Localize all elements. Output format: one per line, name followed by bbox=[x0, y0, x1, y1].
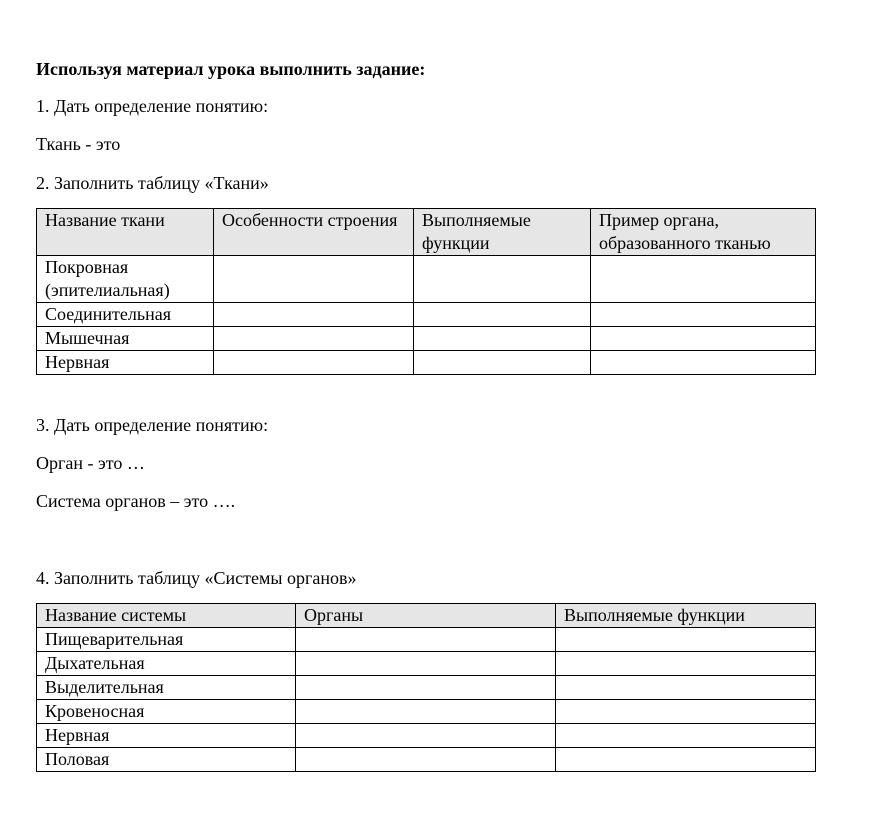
organ-system-definition: Система органов – это …. bbox=[36, 491, 236, 511]
empty-cell[interactable] bbox=[214, 256, 414, 303]
empty-cell[interactable] bbox=[214, 303, 414, 327]
row-label: Соединительная bbox=[37, 303, 214, 327]
header-functions: Выполняемые функции bbox=[556, 604, 816, 628]
empty-cell[interactable] bbox=[214, 327, 414, 351]
empty-cell[interactable] bbox=[296, 652, 556, 676]
empty-cell[interactable] bbox=[591, 351, 816, 375]
header-functions: Выполняемые функции bbox=[414, 209, 591, 256]
empty-cell[interactable] bbox=[556, 628, 816, 652]
header-organ-example: Пример органа, образованного тканью bbox=[591, 209, 816, 256]
empty-cell[interactable] bbox=[414, 303, 591, 327]
empty-cell[interactable] bbox=[414, 327, 591, 351]
empty-cell[interactable] bbox=[556, 724, 816, 748]
task-4: 4. Заполнить таблицу «Системы органов» bbox=[36, 568, 357, 588]
empty-cell[interactable] bbox=[556, 748, 816, 772]
empty-cell[interactable] bbox=[556, 652, 816, 676]
row-label: Мышечная bbox=[37, 327, 214, 351]
header-organs: Органы bbox=[296, 604, 556, 628]
table-header-row bbox=[37, 604, 816, 628]
empty-cell[interactable] bbox=[296, 628, 556, 652]
empty-cell[interactable] bbox=[214, 351, 414, 375]
tissue-definition: Ткань - это bbox=[36, 134, 121, 154]
row-label: Выделительная bbox=[37, 676, 296, 700]
table-row bbox=[37, 256, 816, 303]
row-label: Кровеносная bbox=[37, 700, 296, 724]
empty-cell[interactable] bbox=[296, 676, 556, 700]
empty-cell[interactable] bbox=[556, 700, 816, 724]
table-row bbox=[37, 628, 816, 652]
row-label: Пищеварительная bbox=[37, 628, 296, 652]
organ-definition: Орган - это … bbox=[36, 453, 145, 473]
empty-cell[interactable] bbox=[296, 700, 556, 724]
table-row bbox=[37, 652, 816, 676]
table-row bbox=[37, 700, 816, 724]
header-tissue-name: Название ткани bbox=[37, 209, 214, 256]
empty-cell[interactable] bbox=[296, 748, 556, 772]
empty-cell[interactable] bbox=[414, 256, 591, 303]
row-label: Нервная bbox=[37, 724, 296, 748]
table-header-row bbox=[37, 209, 816, 256]
header-system-name: Название системы bbox=[37, 604, 296, 628]
header-structure: Особенности строения bbox=[214, 209, 414, 256]
empty-cell[interactable] bbox=[556, 676, 816, 700]
tissues-table bbox=[36, 208, 816, 375]
table-row bbox=[37, 327, 816, 351]
table-row bbox=[37, 748, 816, 772]
empty-cell[interactable] bbox=[591, 303, 816, 327]
row-label: Нервная bbox=[37, 351, 214, 375]
empty-cell[interactable] bbox=[414, 351, 591, 375]
organ-systems-table bbox=[36, 603, 816, 772]
row-label: Дыхательная bbox=[37, 652, 296, 676]
task-3: 3. Дать определение понятию: bbox=[36, 415, 269, 435]
empty-cell[interactable] bbox=[296, 724, 556, 748]
task-1: 1. Дать определение понятию: bbox=[36, 96, 269, 116]
empty-cell[interactable] bbox=[591, 256, 816, 303]
row-label: Половая bbox=[37, 748, 296, 772]
table-row bbox=[37, 351, 816, 375]
worksheet-heading: Используя материал урока выполнить задание: bbox=[36, 59, 426, 79]
table-row bbox=[37, 676, 816, 700]
task-2: 2. Заполнить таблицу «Ткани» bbox=[36, 173, 269, 193]
table-row bbox=[37, 724, 816, 748]
empty-cell[interactable] bbox=[591, 327, 816, 351]
table-row bbox=[37, 303, 816, 327]
row-label: Покровная (эпителиальная) bbox=[37, 256, 214, 303]
